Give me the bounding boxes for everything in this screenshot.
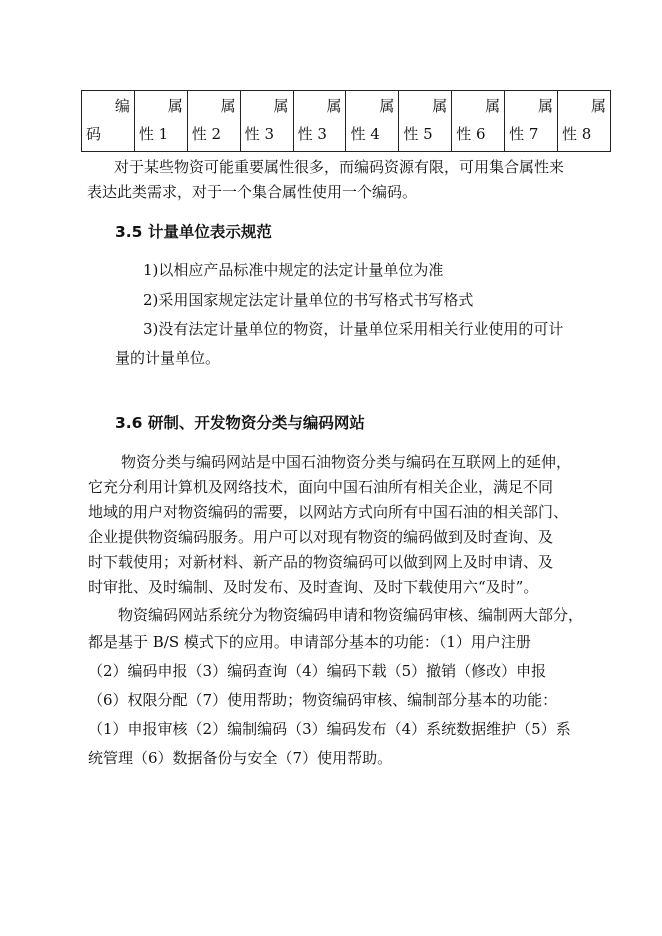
attribute-table xyxy=(81,90,611,152)
paragraph-line: 物资编码网站系统分为物资编码申请和物资编码审核、编制两大部分， xyxy=(118,606,584,624)
cell-bottom-text: 性 1 xyxy=(138,125,169,143)
section-heading-3-5: 3.5 计量单位表示规范 xyxy=(115,223,272,241)
paragraph-line: （6）权限分配（7）使用帮助；物资编码审核、编制部分基本的功能： xyxy=(88,691,558,709)
cell-top-text: 属 xyxy=(538,97,554,115)
cell-bottom-text: 性 6 xyxy=(456,125,486,143)
cell-top-text: 属 xyxy=(432,97,448,115)
table-row xyxy=(82,91,611,152)
list-item-continuation: 量的计量单位。 xyxy=(115,349,221,367)
cell-bottom-text: 性 3 xyxy=(297,125,327,143)
table-cell-code xyxy=(82,91,135,152)
paragraph-line: 企业提供物资编码服务。用户可以对现有物资的编码做到及时查询、及 xyxy=(88,528,554,546)
paragraph-line: （1）申报审核（2）编制编码（3）编码发布（4）系统数据维护（5）系 xyxy=(88,720,571,738)
cell-top-text: 属 xyxy=(167,97,183,115)
cell-bottom-text: 性 2 xyxy=(191,125,222,143)
cell-bottom-text: 性 3 xyxy=(244,125,274,143)
paragraph-line: 统管理（6）数据备份与安全（7）使用帮助。 xyxy=(88,749,393,767)
cell-top-text: 属 xyxy=(379,97,395,115)
cell-top-text: 属 xyxy=(326,97,342,115)
paragraph-line: 它充分利用计算机及网络技术，面向中国石油所有相关企业，满足不同 xyxy=(88,478,554,496)
table-cell-attr-3 xyxy=(240,91,293,152)
table-cell-attr-6 xyxy=(452,91,505,152)
cell-top-text: 属 xyxy=(220,97,236,115)
paragraph-line: 表达此类需求，对于一个集合属性使用一个编码。 xyxy=(87,183,418,201)
cell-bottom-text: 性 4 xyxy=(350,125,380,143)
cell-bottom-text: 性 7 xyxy=(509,125,539,143)
cell-top-text: 编 xyxy=(114,97,130,115)
paragraph-line: 物资分类与编码网站是中国石油物资分类与编码在互联网上的延伸， xyxy=(121,453,572,471)
table-cell-attr-8 xyxy=(558,91,611,152)
list-item: 3)没有法定计量单位的物资，计量单位采用相关行业使用的可计 xyxy=(143,320,564,338)
table-cell-attr-7 xyxy=(505,91,558,152)
cell-top-text: 属 xyxy=(485,97,501,115)
list-item: 2)采用国家规定法定计量单位的书写格式书写格式 xyxy=(143,291,474,309)
paragraph-line: 时下载使用；对新材料、新产品的物资编码可以做到网上及时申请、及 xyxy=(88,553,554,571)
cell-top-text: 属 xyxy=(590,97,606,115)
cell-bottom-text: 码 xyxy=(86,125,102,143)
cell-bottom-text: 性 8 xyxy=(562,125,592,143)
cell-top-text: 属 xyxy=(273,97,289,115)
paragraph-line: 都是基于 B/S 模式下的应用。申请部分基本的功能：（1）用户注册 xyxy=(88,633,531,651)
table-cell-attr-5 xyxy=(399,91,452,152)
table-cell-attr-4 xyxy=(346,91,399,152)
paragraph-line: （2）编码申报（3）编码查询（4）编码下载（5）撤销（修改）申报 xyxy=(88,662,547,680)
table-cell-attr-1 xyxy=(134,91,187,152)
paragraph-line: 时审批、及时编制、及时发布、及时查询、及时下载使用六“及时”。 xyxy=(88,578,539,596)
section-heading-3-6: 3.6 研制、开发物资分类与编码网站 xyxy=(115,414,365,432)
table-cell-attr-3b xyxy=(293,91,346,152)
table-cell-attr-2 xyxy=(187,91,240,152)
list-item: 1)以相应产品标准中规定的法定计量单位为准 xyxy=(143,261,444,279)
paragraph-line: 对于某些物资可能重要属性很多，而编码资源有限，可用集合属性来 xyxy=(114,158,565,176)
paragraph-line: 地域的用户对物资编码的需要，以网站方式向所有中国石油的相关部门、 xyxy=(88,503,569,521)
cell-bottom-text: 性 5 xyxy=(403,125,433,143)
